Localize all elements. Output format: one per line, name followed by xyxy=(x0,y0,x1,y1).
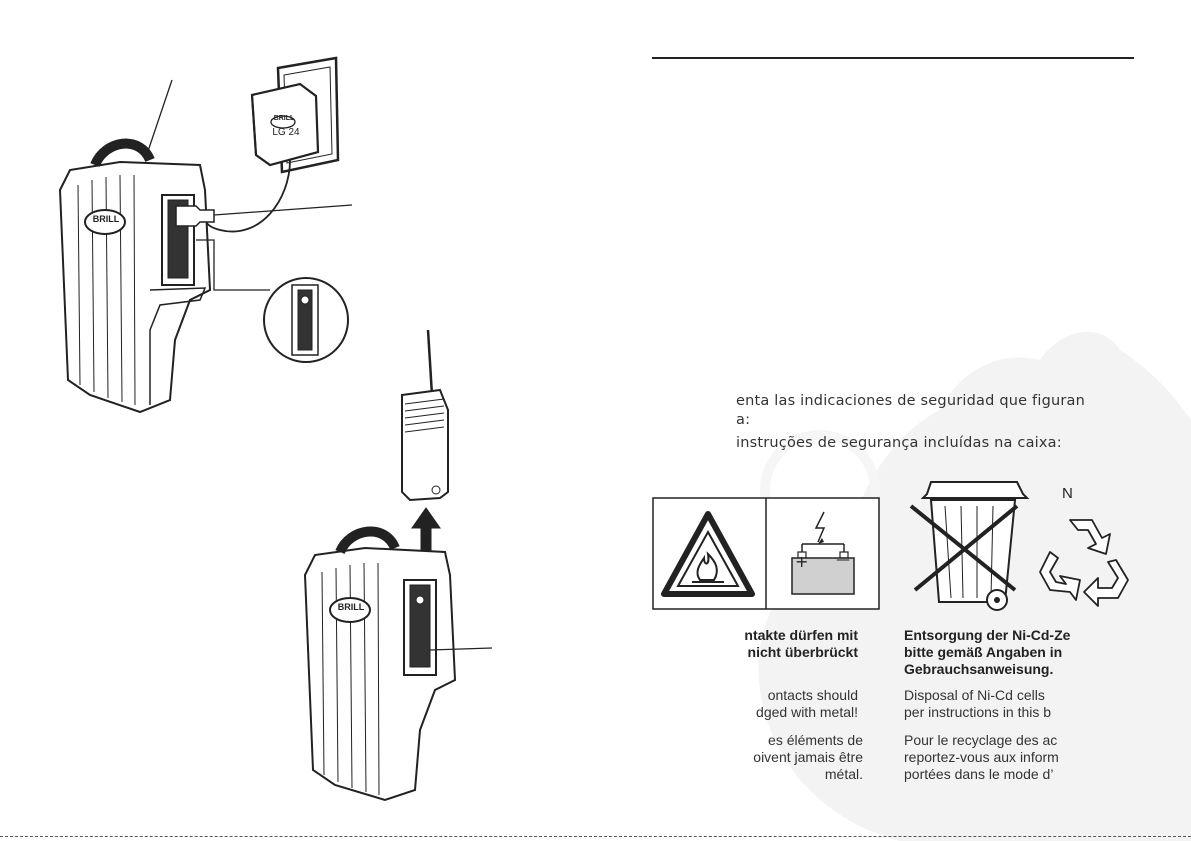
disposal-fr-line3: portées dans le mode d’ xyxy=(904,766,1054,782)
disposal-en-line1: Disposal of Ni-Cd cells xyxy=(904,687,1045,703)
disposal-en xyxy=(904,687,1051,721)
contacts-warning-de-line1: ntakte dürfen mit xyxy=(744,627,858,643)
device-logo-lower: BRILL xyxy=(337,602,365,612)
crossed-bin-icon xyxy=(905,476,1035,616)
top-rule xyxy=(652,57,1134,59)
contacts-warning-de-line2: nicht überbrückt xyxy=(747,644,858,660)
corner-letter: N xyxy=(1062,485,1073,502)
disposal-de-line1: Entsorgung der Ni-Cd-Ze xyxy=(904,627,1071,643)
adapter-brand: BRILL xyxy=(273,115,295,122)
device-logo: BRILL xyxy=(92,214,120,224)
contacts-warning-fr xyxy=(708,732,863,783)
disposal-fr xyxy=(904,732,1059,783)
fire-hazard-icon xyxy=(660,510,756,598)
contacts-warning-de xyxy=(708,627,858,661)
instruction-pt-line1: instruções de segurança incluídas na caixa: xyxy=(736,435,1062,451)
battery-plus-sign: + xyxy=(795,552,809,571)
instruction-es-line1: enta las indicaciones de seguridad que figuran xyxy=(736,393,1086,409)
adapter-model: LG 24 xyxy=(272,127,300,138)
disposal-fr-line2: reportez-vous aux inform xyxy=(904,749,1059,765)
disposal-en-line2: per instructions in this b xyxy=(904,704,1052,720)
disposal-de xyxy=(904,627,1070,678)
contacts-warning-fr-line1: es éléments de xyxy=(768,732,863,748)
battery-minus-sign: — xyxy=(836,552,850,568)
instruction-es-line2: a: xyxy=(736,412,751,428)
contacts-warning-en-line1: ontacts should xyxy=(767,687,858,703)
contacts-warning-en-line2: dged with metal! xyxy=(756,704,858,720)
recycling-icon xyxy=(1036,512,1132,608)
disposal-de-line3: Gebrauchsanweisung. xyxy=(904,661,1054,677)
contacts-warning-fr-line3: métal. xyxy=(824,766,863,782)
disposal-de-line2: bitte gemäß Angaben in xyxy=(904,644,1063,660)
contacts-warning-en xyxy=(708,687,858,721)
contacts-warning-fr-line2: oivent jamais être xyxy=(753,749,863,765)
disposal-fr-line1: Pour le recyclage des ac xyxy=(904,732,1058,748)
bottom-edge-line xyxy=(0,836,1191,837)
